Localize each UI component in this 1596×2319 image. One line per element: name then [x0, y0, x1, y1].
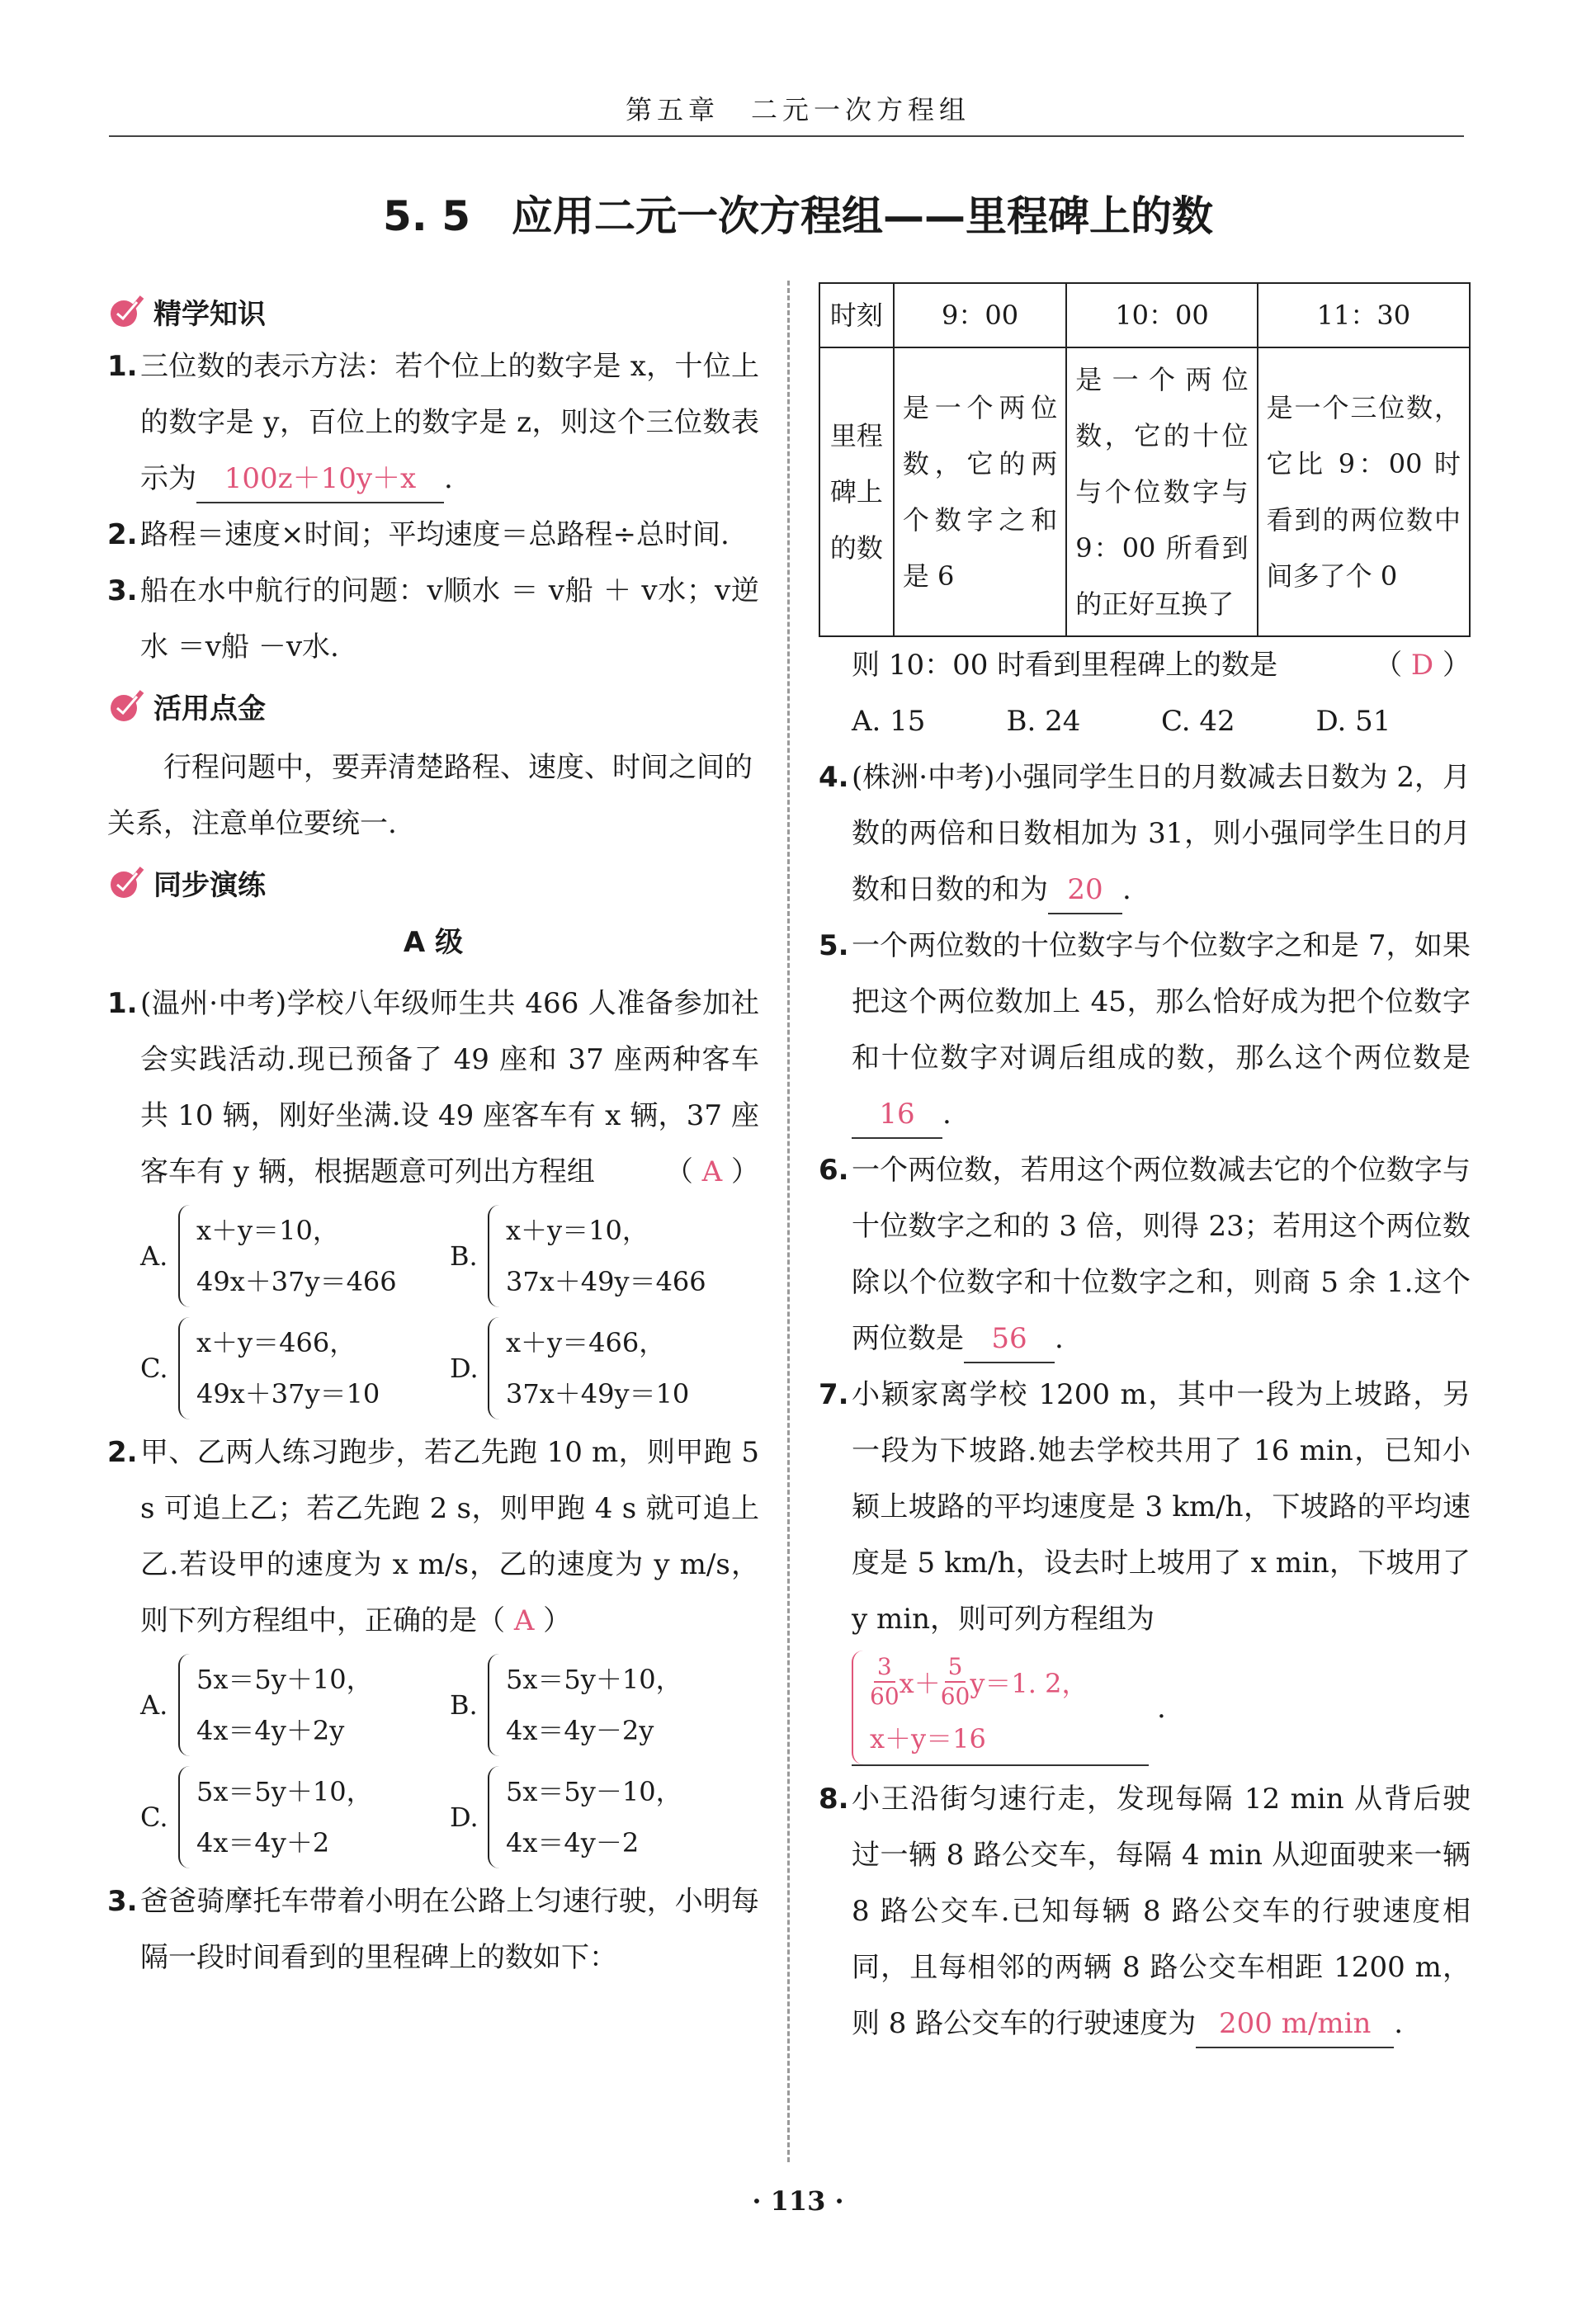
table-cell: 是一个三位数，它比 9：00 时看到的两位数中间多了个 0 — [1258, 347, 1470, 636]
knowledge-3 — [107, 563, 759, 675]
equation: 4x＝4y－2y — [506, 1715, 654, 1746]
option-b — [450, 1200, 759, 1312]
item-number: 7. — [819, 1378, 849, 1411]
equation: 4x＝4y＋2y — [196, 1715, 345, 1746]
equation: 49x＋37y＝466 — [196, 1266, 397, 1297]
check-badge-icon — [107, 863, 145, 901]
answer-paren: （ A ） — [664, 1155, 759, 1188]
item-end: . — [1157, 1692, 1166, 1725]
item-number: 6. — [819, 1154, 849, 1187]
answer-paren: （ D ） — [1374, 649, 1471, 682]
question-text: 一个两位数，若用这个两位数减去它的个位数字与十位数字之和的 3 倍，则得 23；若用这个两位数除以个位数字和十位数字之和，则商 5 余 1.这个两位数是 — [852, 1154, 1471, 1355]
table-header: 9：00 — [894, 283, 1066, 347]
question-5 — [819, 918, 1471, 1142]
option-label: D. — [450, 1353, 479, 1384]
section-title: 活用点金 — [153, 692, 266, 725]
check-badge-icon — [107, 687, 145, 725]
equation: x＋y＝16 — [870, 1723, 986, 1755]
equation: x＋y＝466， — [196, 1327, 357, 1358]
option-label: D. — [450, 1802, 479, 1833]
equation: 4x＝4y－2 — [506, 1827, 640, 1859]
item-number: 2. — [107, 1436, 138, 1469]
q3-choices — [819, 693, 1471, 749]
item-number: 1. — [107, 987, 138, 1020]
right-column — [819, 281, 1471, 2052]
question-6 — [819, 1142, 1471, 1367]
equation: 5x＝5y＋10， — [506, 1664, 682, 1695]
item-number: 4. — [819, 761, 849, 794]
equation: 37x＋49y＝466 — [506, 1266, 706, 1297]
question-text: 小颖家离学校 1200 m，其中一段为上坡路，另一段为下坡路.她去学校共用了 16 min，已知小颖上坡路的平均速度是 3 km/h，下坡路的平均速度是 5 km/h，设去时上坡用了 x min，下坡用了 y min，则可列方程组为 — [852, 1378, 1471, 1636]
answer-system — [852, 1651, 1149, 1766]
question-text: 甲、乙两人练习跑步，若乙先跑 10 m，则甲跑 5 s 可追上乙；若乙先跑 2 s，则甲跑 4 s 就可追上乙.若设甲的速度为 x m/s，乙的速度为 y m/s，则下列方程组中，正确的是 — [140, 1436, 759, 1637]
item-end: . — [1055, 1322, 1064, 1355]
chapter-header: 第五章 二元一次方程组 — [625, 94, 970, 125]
option-label: C. — [140, 1353, 168, 1384]
choice-answer: D — [1410, 649, 1434, 682]
item-number: 3. — [107, 1885, 138, 1918]
equation: x＋y＝466， — [506, 1327, 666, 1358]
table-header: 11：30 — [1258, 283, 1470, 347]
knowledge-1 — [107, 338, 759, 507]
answer-blank: 20 — [1048, 867, 1122, 914]
question-text: 一个两位数的十位数字与个位数字之和是 7，如果把这个两位数加上 45，那么恰好成为把个位数字和十位数字对调后组成的数，那么这个两位数是 — [852, 929, 1471, 1074]
q2-options — [107, 1649, 759, 1873]
option-label: C. — [140, 1802, 168, 1833]
item-text: 三位数的表示方法：若个位上的数字是 x，十位上的数字是 y，百位上的数字是 z，则这个三位数表示为 — [140, 350, 759, 495]
answer-paren: （ A ） — [477, 1604, 572, 1637]
equation: 5x＝5y－10， — [506, 1776, 682, 1807]
section-title: 精学知识 — [153, 297, 266, 331]
option-c — [140, 1312, 450, 1424]
check-badge-icon — [107, 292, 145, 330]
equation: 5x＝5y＋10， — [196, 1776, 373, 1807]
choice: B. 24 — [1006, 705, 1081, 738]
section-tips — [107, 678, 759, 733]
option-a — [140, 1649, 450, 1761]
question-3 — [107, 1873, 759, 1986]
table-cell: 是一个两位数，它的十位与个位数字与 9：00 所看到的正好互换了 — [1066, 347, 1257, 636]
answer-blank: 56 — [964, 1315, 1055, 1363]
milestone-table — [819, 282, 1471, 637]
item-end: . — [942, 1098, 951, 1131]
question-text: (株洲·中考)小强同学生日的月数减去日数为 2，月数的两倍和日数相加为 31，则小强同学生日的月数和日数的和为 — [852, 761, 1471, 906]
option-label: A. — [140, 1240, 168, 1272]
item-number: 3. — [107, 574, 138, 607]
equation: 37x＋49y＝10 — [506, 1378, 690, 1410]
item-text: 路程＝速度×时间；平均速度＝总路程÷总时间. — [140, 518, 730, 551]
option-a — [140, 1200, 450, 1312]
item-end: . — [1394, 2007, 1404, 2040]
knowledge-2 — [107, 507, 759, 563]
question-text: 爸爸骑摩托车带着小明在公路上匀速行驶，小明每隔一段时间看到的里程碑上的数如下： — [140, 1885, 759, 1974]
left-column — [107, 281, 759, 1986]
option-b — [450, 1649, 759, 1761]
choice: A. 15 — [852, 705, 926, 738]
question-1 — [107, 975, 759, 1200]
page-number: · 113 · — [752, 2185, 844, 2217]
question-2 — [107, 1424, 759, 1649]
item-number: 8. — [819, 1783, 849, 1816]
choice-answer: A — [701, 1155, 723, 1188]
question-text: 则 10：00 时看到里程碑上的数是 — [852, 649, 1278, 682]
table-header: 时刻 — [819, 283, 894, 347]
option-c — [140, 1761, 450, 1873]
option-d — [450, 1761, 759, 1873]
item-number: 5. — [819, 929, 849, 962]
denominator: 60 — [940, 1683, 970, 1710]
table-header: 10：00 — [1066, 283, 1257, 347]
numerator: 3 — [874, 1653, 895, 1683]
equation: x＋y＝10， — [506, 1215, 649, 1246]
answer-blank: 100z＋10y＋x — [196, 456, 444, 503]
page-title: 5. 5 应用二元一次方程组——里程碑上的数 — [383, 192, 1213, 240]
question-8 — [819, 1771, 1471, 2052]
numerator: 5 — [945, 1653, 966, 1683]
header-rule — [109, 135, 1464, 137]
section-title: 同步演练 — [153, 868, 266, 902]
answer-blank: 200 m/min — [1196, 2000, 1394, 2048]
question-7 — [819, 1367, 1471, 1647]
choice: D. 51 — [1315, 705, 1391, 738]
equation: x＋y＝10， — [196, 1215, 339, 1246]
level-label: A 级 — [403, 926, 464, 959]
item-end: . — [1122, 873, 1131, 906]
column-divider — [787, 281, 790, 2162]
equation: 49x＋37y＝10 — [196, 1378, 380, 1410]
question-text: (温州·中考)学校八年级师生共 466 人准备参加社会实践活动.现已预备了 49 座和 37 座两种客车共 10 辆，刚好坐满.设 49 座客车有 x 辆，37 座客车有 y 辆，根据题意可列出方程组 — [140, 987, 759, 1188]
choice: C. 42 — [1161, 705, 1235, 738]
option-label: A. — [140, 1689, 168, 1721]
term: x＋ — [899, 1668, 941, 1699]
item-number: 2. — [107, 518, 138, 551]
item-end: . — [444, 462, 453, 495]
equation: 4x＝4y＋2 — [196, 1827, 330, 1859]
table-cell: 是一个两位数，它的两个数字之和是 6 — [894, 347, 1066, 636]
option-label: B. — [450, 1240, 478, 1272]
question-4 — [819, 749, 1471, 918]
q1-options — [107, 1200, 759, 1424]
option-d — [450, 1312, 759, 1424]
q3-question — [819, 637, 1471, 693]
table-cell: 里程碑上的数 — [819, 347, 894, 636]
answer-blank: 16 — [852, 1091, 942, 1139]
term: y＝1. 2， — [970, 1668, 1088, 1699]
tips-text: 行程问题中，要弄清楚路程、速度、时间之间的关系，注意单位要统一. — [107, 751, 753, 840]
denominator: 60 — [870, 1683, 900, 1710]
section-knowledge — [107, 284, 759, 338]
question-text: 小王沿街匀速行走，发现每隔 12 min 从背后驶过一辆 8 路公交车，每隔 4 min 从迎面驶来一辆 8 路公交车.已知每辆 8 路公交车的行驶速度相同，且每相邻的两辆 8 路公交车相距 1200 m，则 8 路公交车的行驶速度为 — [852, 1783, 1471, 2040]
section-practice — [107, 855, 759, 909]
item-text: 船在水中航行的问题：v顺水 ＝ v船 ＋ v水；v逆水 ＝v船 －v水. — [140, 574, 759, 664]
choice-answer: A — [513, 1604, 535, 1637]
equation: 5x＝5y＋10， — [196, 1664, 373, 1695]
item-number: 1. — [107, 350, 138, 383]
option-label: B. — [450, 1689, 478, 1721]
q7-answer — [819, 1651, 1471, 1766]
